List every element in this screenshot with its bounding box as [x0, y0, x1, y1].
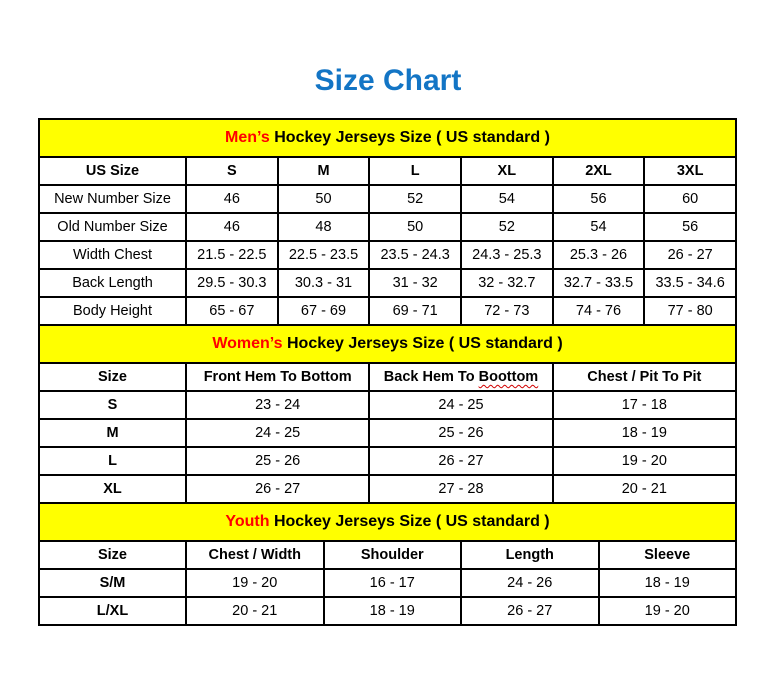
size-cell: 29.5 - 30.3 [187, 270, 277, 296]
size-cell: 26 - 27 [187, 476, 368, 502]
size-cell: 24 - 25 [187, 420, 368, 446]
size-cell: 20 - 21 [187, 598, 323, 624]
column-header: Sleeve [600, 542, 736, 568]
size-cell: 32.7 - 33.5 [554, 270, 644, 296]
row-label: S [40, 392, 185, 418]
row-label: M [40, 420, 185, 446]
row-label: L [40, 448, 185, 474]
column-header: US Size [40, 158, 185, 184]
misspelled-word: Boottom [478, 369, 539, 385]
size-cell: 52 [462, 214, 552, 240]
womens-table-banner [40, 326, 735, 362]
size-cell: 69 - 71 [370, 298, 460, 324]
size-cell: 25 - 26 [370, 420, 551, 446]
banner-highlight: Women’s [212, 335, 283, 352]
row-label: L/XL [40, 598, 185, 624]
column-header: S [187, 158, 277, 184]
size-cell: 77 - 80 [645, 298, 735, 324]
size-cell: 67 - 69 [279, 298, 369, 324]
size-cell: 26 - 27 [370, 448, 551, 474]
column-header: 2XL [554, 158, 644, 184]
size-cell: 23 - 24 [187, 392, 368, 418]
size-cell: 21.5 - 22.5 [187, 242, 277, 268]
size-cell: 25 - 26 [187, 448, 368, 474]
youth-size-table [38, 502, 737, 626]
size-cell: 24.3 - 25.3 [462, 242, 552, 268]
size-cell: 18 - 19 [554, 420, 735, 446]
column-header: 3XL [645, 158, 735, 184]
size-cell: 24 - 26 [462, 570, 598, 596]
row-label: Old Number Size [40, 214, 185, 240]
banner-highlight: Men’s [225, 129, 270, 146]
size-cell: 46 [187, 186, 277, 212]
mens-table-banner [40, 120, 735, 156]
size-cell: 65 - 67 [187, 298, 277, 324]
size-cell: 56 [554, 186, 644, 212]
row-label: Back Length [40, 270, 185, 296]
youth-table-banner [40, 504, 735, 540]
size-cell: 18 - 19 [600, 570, 736, 596]
banner-text: Hockey Jerseys Size ( US standard ) [269, 513, 550, 530]
size-cell: 20 - 21 [554, 476, 735, 502]
column-header-misspelled [370, 364, 551, 390]
size-cell: 54 [554, 214, 644, 240]
size-cell: 33.5 - 34.6 [645, 270, 735, 296]
size-cell: 31 - 32 [370, 270, 460, 296]
page-title: Size Chart [314, 64, 462, 97]
size-cell: 30.3 - 31 [279, 270, 369, 296]
size-cell: 27 - 28 [370, 476, 551, 502]
size-cell: 46 [187, 214, 277, 240]
size-cell: 24 - 25 [370, 392, 551, 418]
size-cell: 48 [279, 214, 369, 240]
size-cell: 26 - 27 [645, 242, 735, 268]
column-header: Length [462, 542, 598, 568]
banner-text: Hockey Jerseys Size ( US standard ) [269, 129, 550, 146]
size-cell: 22.5 - 23.5 [279, 242, 369, 268]
size-cell: 52 [370, 186, 460, 212]
size-cell: 16 - 17 [325, 570, 461, 596]
column-header: Size [40, 364, 185, 390]
size-cell: 19 - 20 [187, 570, 323, 596]
size-cell: 17 - 18 [554, 392, 735, 418]
column-header: M [279, 158, 369, 184]
size-cell: 72 - 73 [462, 298, 552, 324]
column-header: Shoulder [325, 542, 461, 568]
mens-size-table [38, 118, 737, 326]
column-header: XL [462, 158, 552, 184]
banner-highlight: Youth [225, 513, 270, 530]
row-label: Width Chest [40, 242, 185, 268]
size-cell: 19 - 20 [554, 448, 735, 474]
column-header: Front Hem To Bottom [187, 364, 368, 390]
size-cell: 19 - 20 [600, 598, 736, 624]
size-cell: 32 - 32.7 [462, 270, 552, 296]
size-cell: 56 [645, 214, 735, 240]
size-cell: 74 - 76 [554, 298, 644, 324]
womens-size-table [38, 324, 737, 504]
size-cell: 50 [370, 214, 460, 240]
size-cell: 25.3 - 26 [554, 242, 644, 268]
row-label: XL [40, 476, 185, 502]
column-header: Chest / Pit To Pit [554, 364, 735, 390]
row-label: Body Height [40, 298, 185, 324]
row-label: S/M [40, 570, 185, 596]
header-text: Back Hem To [383, 369, 479, 385]
column-header: Size [40, 542, 185, 568]
size-cell: 54 [462, 186, 552, 212]
column-header: L [370, 158, 460, 184]
size-cell: 60 [645, 186, 735, 212]
size-cell: 23.5 - 24.3 [370, 242, 460, 268]
size-cell: 18 - 19 [325, 598, 461, 624]
banner-text: Hockey Jerseys Size ( US standard ) [282, 335, 563, 352]
row-label: New Number Size [40, 186, 185, 212]
size-cell: 26 - 27 [462, 598, 598, 624]
size-cell: 50 [279, 186, 369, 212]
column-header: Chest / Width [187, 542, 323, 568]
